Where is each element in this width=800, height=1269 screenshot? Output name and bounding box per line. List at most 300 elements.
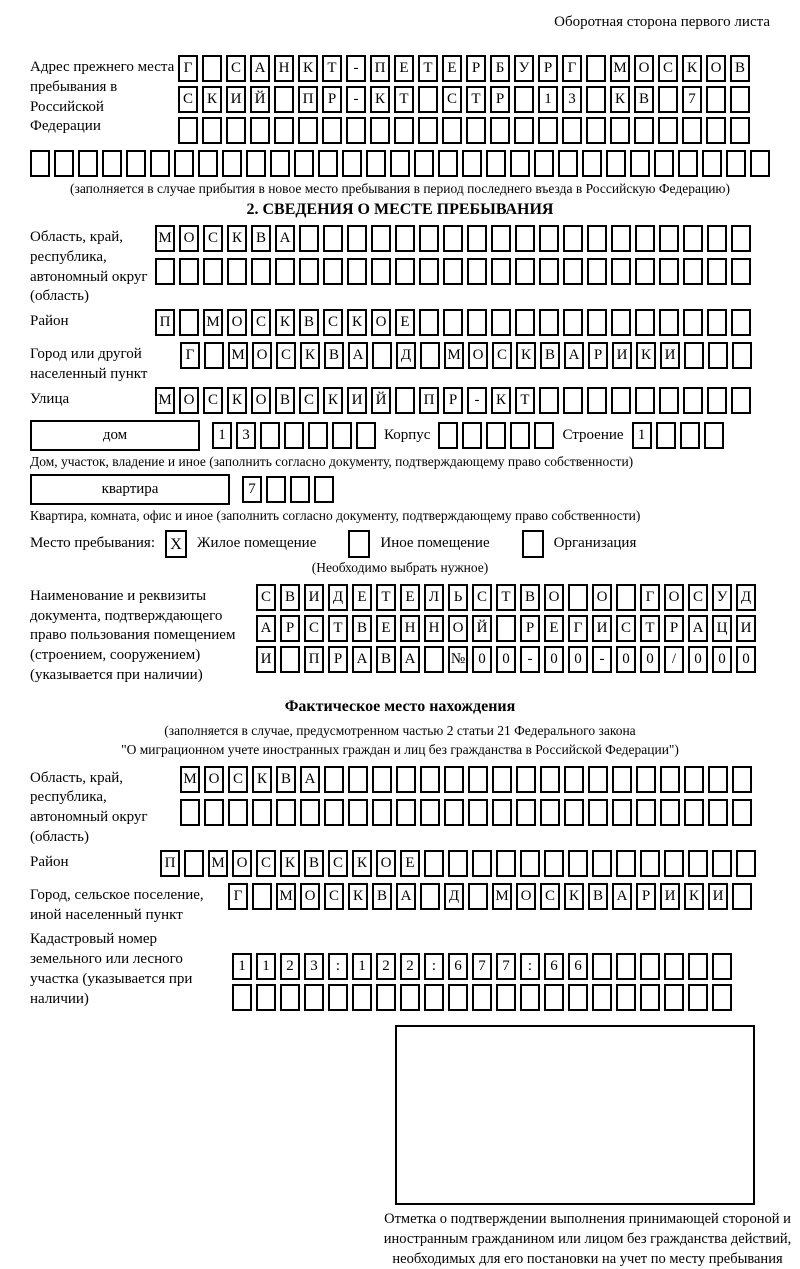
char-box[interactable] — [688, 953, 708, 980]
char-box[interactable] — [174, 150, 194, 177]
char-box[interactable] — [635, 309, 655, 336]
char-box[interactable] — [707, 258, 727, 285]
char-box[interactable] — [706, 117, 726, 144]
char-box[interactable] — [630, 150, 650, 177]
char-box[interactable]: М — [155, 225, 175, 252]
char-box[interactable] — [640, 953, 660, 980]
char-box[interactable] — [539, 225, 559, 252]
char-box[interactable] — [659, 309, 679, 336]
char-box[interactable] — [420, 766, 440, 793]
char-box[interactable] — [660, 766, 680, 793]
char-box[interactable] — [606, 150, 626, 177]
char-box[interactable]: 1 — [352, 953, 372, 980]
char-box[interactable] — [587, 387, 607, 414]
char-box[interactable] — [562, 117, 582, 144]
char-box[interactable] — [266, 476, 286, 503]
char-box[interactable] — [372, 799, 392, 826]
char-box[interactable]: : — [328, 953, 348, 980]
char-box[interactable] — [588, 799, 608, 826]
char-box[interactable]: В — [376, 646, 396, 673]
char-box[interactable] — [515, 258, 535, 285]
char-box[interactable] — [246, 150, 266, 177]
char-box[interactable] — [394, 117, 414, 144]
char-box[interactable] — [126, 150, 146, 177]
char-box[interactable]: К — [348, 883, 368, 910]
char-box[interactable] — [300, 799, 320, 826]
char-box[interactable]: Р — [443, 387, 463, 414]
char-box[interactable] — [352, 984, 372, 1011]
char-box[interactable] — [226, 117, 246, 144]
char-box[interactable] — [314, 476, 334, 503]
char-box[interactable]: Л — [424, 584, 444, 611]
char-box[interactable]: О — [232, 850, 252, 877]
char-box[interactable]: 0 — [568, 646, 588, 673]
char-box[interactable]: Т — [496, 584, 516, 611]
char-box[interactable]: М — [203, 309, 223, 336]
char-box[interactable] — [706, 86, 726, 113]
char-box[interactable]: С — [228, 766, 248, 793]
char-box[interactable]: С — [688, 584, 708, 611]
char-box[interactable] — [702, 150, 722, 177]
char-box[interactable] — [712, 850, 732, 877]
char-box[interactable]: П — [160, 850, 180, 877]
char-box[interactable] — [299, 225, 319, 252]
char-box[interactable] — [491, 225, 511, 252]
char-box[interactable]: 1 — [538, 86, 558, 113]
char-box[interactable] — [592, 984, 612, 1011]
char-box[interactable] — [563, 309, 583, 336]
char-box[interactable] — [395, 258, 415, 285]
char-box[interactable] — [510, 150, 530, 177]
char-box[interactable]: Р — [520, 615, 540, 642]
char-box[interactable] — [252, 799, 272, 826]
char-box[interactable] — [372, 766, 392, 793]
char-box[interactable] — [468, 766, 488, 793]
char-box[interactable]: И — [256, 646, 276, 673]
char-box[interactable] — [659, 225, 679, 252]
char-box[interactable]: А — [612, 883, 632, 910]
char-box[interactable] — [568, 850, 588, 877]
char-box[interactable]: В — [540, 342, 560, 369]
char-box[interactable]: Р — [588, 342, 608, 369]
char-box[interactable]: Е — [395, 309, 415, 336]
char-box[interactable]: / — [664, 646, 684, 673]
char-box[interactable] — [582, 150, 602, 177]
char-box[interactable] — [640, 984, 660, 1011]
char-box[interactable] — [390, 150, 410, 177]
char-box[interactable]: 1 — [232, 953, 252, 980]
char-box[interactable] — [588, 766, 608, 793]
char-box[interactable]: О — [252, 342, 272, 369]
char-box[interactable] — [366, 150, 386, 177]
checkbox-residential[interactable]: X — [165, 530, 187, 558]
char-box[interactable] — [222, 150, 242, 177]
char-box[interactable]: М — [208, 850, 228, 877]
char-box[interactable] — [731, 387, 751, 414]
char-box[interactable] — [256, 984, 276, 1011]
char-box[interactable]: - — [346, 55, 366, 82]
char-box[interactable]: Т — [466, 86, 486, 113]
char-box[interactable]: О — [468, 342, 488, 369]
char-box[interactable]: Е — [394, 55, 414, 82]
char-box[interactable] — [400, 984, 420, 1011]
char-box[interactable]: 7 — [472, 953, 492, 980]
char-box[interactable]: С — [203, 387, 223, 414]
char-box[interactable]: О — [179, 225, 199, 252]
char-box[interactable] — [280, 646, 300, 673]
char-box[interactable]: 0 — [712, 646, 732, 673]
char-box[interactable]: О — [448, 615, 468, 642]
char-box[interactable]: О — [664, 584, 684, 611]
char-box[interactable] — [730, 86, 750, 113]
char-box[interactable] — [324, 799, 344, 826]
char-box[interactable]: Д — [736, 584, 756, 611]
char-box[interactable] — [688, 850, 708, 877]
char-box[interactable] — [708, 799, 728, 826]
char-box[interactable]: Т — [322, 55, 342, 82]
char-box[interactable]: Д — [444, 883, 464, 910]
char-box[interactable]: 7 — [496, 953, 516, 980]
char-box[interactable] — [732, 766, 752, 793]
char-box[interactable] — [318, 150, 338, 177]
char-box[interactable]: Г — [562, 55, 582, 82]
char-box[interactable]: 2 — [280, 953, 300, 980]
char-box[interactable]: 0 — [688, 646, 708, 673]
char-box[interactable]: 3 — [236, 422, 256, 449]
char-box[interactable]: И — [660, 342, 680, 369]
char-box[interactable]: В — [324, 342, 344, 369]
char-box[interactable] — [680, 422, 700, 449]
char-box[interactable] — [414, 150, 434, 177]
char-box[interactable] — [150, 150, 170, 177]
char-box[interactable]: В — [372, 883, 392, 910]
char-box[interactable] — [347, 258, 367, 285]
char-box[interactable]: П — [419, 387, 439, 414]
char-box[interactable] — [732, 883, 752, 910]
char-box[interactable] — [635, 387, 655, 414]
char-box[interactable] — [467, 225, 487, 252]
char-box[interactable]: 1 — [632, 422, 652, 449]
checkbox-other-premises[interactable] — [348, 530, 370, 558]
char-box[interactable] — [731, 309, 751, 336]
char-box[interactable] — [376, 984, 396, 1011]
char-box[interactable]: В — [588, 883, 608, 910]
char-box[interactable] — [558, 150, 578, 177]
char-box[interactable] — [227, 258, 247, 285]
char-box[interactable] — [468, 883, 488, 910]
char-box[interactable] — [539, 258, 559, 285]
char-box[interactable]: - — [467, 387, 487, 414]
char-box[interactable] — [684, 342, 704, 369]
char-box[interactable]: О — [227, 309, 247, 336]
char-box[interactable] — [420, 342, 440, 369]
char-box[interactable]: И — [226, 86, 246, 113]
char-box[interactable]: Р — [466, 55, 486, 82]
char-box[interactable] — [568, 584, 588, 611]
char-box[interactable]: Т — [515, 387, 535, 414]
char-box[interactable]: Н — [424, 615, 444, 642]
char-box[interactable]: С — [304, 615, 324, 642]
char-box[interactable]: О — [300, 883, 320, 910]
char-box[interactable] — [396, 799, 416, 826]
char-box[interactable]: К — [280, 850, 300, 877]
char-box[interactable] — [616, 984, 636, 1011]
char-box[interactable] — [538, 117, 558, 144]
char-box[interactable] — [610, 117, 630, 144]
char-box[interactable] — [664, 953, 684, 980]
char-box[interactable] — [443, 225, 463, 252]
char-box[interactable] — [179, 309, 199, 336]
char-box[interactable]: А — [300, 766, 320, 793]
char-box[interactable]: С — [540, 883, 560, 910]
char-box[interactable]: О — [376, 850, 396, 877]
char-box[interactable] — [203, 258, 223, 285]
char-box[interactable]: В — [276, 766, 296, 793]
char-box[interactable]: О — [544, 584, 564, 611]
char-box[interactable]: С — [492, 342, 512, 369]
char-box[interactable] — [640, 850, 660, 877]
char-box[interactable] — [102, 150, 122, 177]
char-box[interactable]: С — [442, 86, 462, 113]
char-box[interactable]: К — [227, 387, 247, 414]
char-box[interactable] — [534, 150, 554, 177]
char-box[interactable] — [544, 984, 564, 1011]
char-box[interactable] — [750, 150, 770, 177]
char-box[interactable]: 1 — [256, 953, 276, 980]
char-box[interactable] — [298, 117, 318, 144]
char-box[interactable]: П — [370, 55, 390, 82]
char-box[interactable]: И — [708, 883, 728, 910]
char-box[interactable]: 6 — [568, 953, 588, 980]
char-box[interactable]: А — [396, 883, 416, 910]
char-box[interactable] — [611, 258, 631, 285]
char-box[interactable]: С — [251, 309, 271, 336]
char-box[interactable] — [328, 984, 348, 1011]
char-box[interactable]: И — [736, 615, 756, 642]
char-box[interactable] — [611, 387, 631, 414]
char-box[interactable]: Г — [568, 615, 588, 642]
char-box[interactable] — [490, 117, 510, 144]
char-box[interactable] — [712, 984, 732, 1011]
char-box[interactable]: Н — [400, 615, 420, 642]
char-box[interactable] — [656, 422, 676, 449]
char-box[interactable]: С — [203, 225, 223, 252]
char-box[interactable]: Н — [274, 55, 294, 82]
char-box[interactable] — [424, 850, 444, 877]
char-box[interactable]: К — [370, 86, 390, 113]
char-box[interactable] — [592, 953, 612, 980]
char-box[interactable] — [731, 225, 751, 252]
char-box[interactable]: В — [275, 387, 295, 414]
char-box[interactable]: О — [251, 387, 271, 414]
char-box[interactable]: С — [276, 342, 296, 369]
char-box[interactable]: Й — [371, 387, 391, 414]
char-box[interactable] — [284, 422, 304, 449]
char-box[interactable] — [684, 766, 704, 793]
char-box[interactable]: С — [324, 883, 344, 910]
char-box[interactable]: К — [636, 342, 656, 369]
char-box[interactable]: О — [592, 584, 612, 611]
char-box[interactable] — [184, 850, 204, 877]
char-box[interactable] — [370, 117, 390, 144]
char-box[interactable]: Ц — [712, 615, 732, 642]
char-box[interactable] — [534, 422, 554, 449]
char-box[interactable] — [586, 117, 606, 144]
char-box[interactable] — [346, 117, 366, 144]
char-box[interactable] — [347, 225, 367, 252]
char-box[interactable] — [371, 225, 391, 252]
char-box[interactable]: С — [256, 584, 276, 611]
char-box[interactable]: О — [204, 766, 224, 793]
char-box[interactable]: К — [684, 883, 704, 910]
char-box[interactable]: Е — [544, 615, 564, 642]
char-box[interactable]: В — [634, 86, 654, 113]
char-box[interactable] — [586, 55, 606, 82]
char-box[interactable] — [467, 258, 487, 285]
char-box[interactable] — [178, 117, 198, 144]
char-box[interactable] — [563, 387, 583, 414]
char-box[interactable]: : — [520, 953, 540, 980]
char-box[interactable]: К — [491, 387, 511, 414]
char-box[interactable] — [563, 258, 583, 285]
char-box[interactable] — [250, 117, 270, 144]
char-box[interactable]: Р — [664, 615, 684, 642]
char-box[interactable] — [708, 766, 728, 793]
char-box[interactable]: А — [688, 615, 708, 642]
char-box[interactable]: М — [492, 883, 512, 910]
char-box[interactable] — [659, 258, 679, 285]
char-box[interactable]: 7 — [682, 86, 702, 113]
char-box[interactable]: В — [730, 55, 750, 82]
char-box[interactable] — [419, 225, 439, 252]
char-box[interactable]: У — [712, 584, 732, 611]
char-box[interactable] — [587, 225, 607, 252]
char-box[interactable] — [155, 258, 175, 285]
char-box[interactable] — [274, 86, 294, 113]
char-box[interactable] — [462, 150, 482, 177]
char-box[interactable] — [322, 117, 342, 144]
char-box[interactable]: Т — [376, 584, 396, 611]
char-box[interactable] — [419, 258, 439, 285]
char-box[interactable]: Б — [490, 55, 510, 82]
char-box[interactable]: О — [706, 55, 726, 82]
char-box[interactable]: 2 — [400, 953, 420, 980]
char-box[interactable] — [324, 766, 344, 793]
char-box[interactable] — [356, 422, 376, 449]
char-box[interactable] — [486, 422, 506, 449]
char-box[interactable]: Е — [400, 584, 420, 611]
char-box[interactable]: М — [155, 387, 175, 414]
char-box[interactable]: К — [252, 766, 272, 793]
char-box[interactable]: Р — [328, 646, 348, 673]
char-box[interactable]: : — [424, 953, 444, 980]
char-box[interactable] — [280, 984, 300, 1011]
char-box[interactable] — [275, 258, 295, 285]
char-box[interactable]: Е — [376, 615, 396, 642]
char-box[interactable]: О — [179, 387, 199, 414]
char-box[interactable] — [635, 258, 655, 285]
char-box[interactable] — [294, 150, 314, 177]
char-box[interactable] — [704, 422, 724, 449]
char-box[interactable] — [204, 342, 224, 369]
char-box[interactable]: К — [300, 342, 320, 369]
char-box[interactable] — [586, 86, 606, 113]
char-box[interactable] — [514, 117, 534, 144]
char-box[interactable]: А — [400, 646, 420, 673]
char-box[interactable]: Д — [328, 584, 348, 611]
char-box[interactable] — [448, 850, 468, 877]
char-box[interactable] — [731, 258, 751, 285]
char-box[interactable]: В — [520, 584, 540, 611]
char-box[interactable]: О — [371, 309, 391, 336]
char-box[interactable]: В — [304, 850, 324, 877]
char-box[interactable] — [563, 225, 583, 252]
char-box[interactable] — [515, 309, 535, 336]
char-box[interactable] — [260, 422, 280, 449]
char-box[interactable]: 2 — [376, 953, 396, 980]
char-box[interactable] — [496, 984, 516, 1011]
char-box[interactable] — [468, 799, 488, 826]
char-box[interactable]: М — [180, 766, 200, 793]
char-box[interactable]: С — [256, 850, 276, 877]
char-box[interactable]: Д — [396, 342, 416, 369]
char-box[interactable] — [732, 342, 752, 369]
char-box[interactable] — [251, 258, 271, 285]
char-box[interactable] — [707, 309, 727, 336]
char-box[interactable]: С — [658, 55, 678, 82]
char-box[interactable] — [204, 799, 224, 826]
char-box[interactable] — [611, 225, 631, 252]
char-box[interactable] — [472, 984, 492, 1011]
char-box[interactable] — [544, 850, 564, 877]
char-box[interactable] — [438, 150, 458, 177]
char-box[interactable] — [418, 86, 438, 113]
char-box[interactable]: Г — [180, 342, 200, 369]
char-box[interactable] — [496, 850, 516, 877]
char-box[interactable] — [732, 799, 752, 826]
char-box[interactable] — [419, 309, 439, 336]
char-box[interactable]: В — [299, 309, 319, 336]
char-box[interactable]: А — [275, 225, 295, 252]
char-box[interactable] — [308, 422, 328, 449]
char-box[interactable] — [688, 984, 708, 1011]
char-box[interactable]: Р — [490, 86, 510, 113]
char-box[interactable] — [658, 86, 678, 113]
char-box[interactable] — [708, 342, 728, 369]
char-box[interactable]: 3 — [562, 86, 582, 113]
char-box[interactable] — [467, 309, 487, 336]
char-box[interactable] — [54, 150, 74, 177]
char-box[interactable] — [491, 309, 511, 336]
char-box[interactable]: И — [592, 615, 612, 642]
char-box[interactable] — [736, 850, 756, 877]
char-box[interactable]: Т — [394, 86, 414, 113]
char-box[interactable]: 3 — [304, 953, 324, 980]
char-box[interactable] — [612, 766, 632, 793]
char-box[interactable] — [683, 258, 703, 285]
char-box[interactable]: А — [256, 615, 276, 642]
char-box[interactable]: С — [472, 584, 492, 611]
char-box[interactable]: П — [155, 309, 175, 336]
char-box[interactable]: И — [612, 342, 632, 369]
char-box[interactable]: Р — [322, 86, 342, 113]
char-box[interactable] — [30, 150, 50, 177]
char-box[interactable] — [472, 850, 492, 877]
char-box[interactable]: Г — [640, 584, 660, 611]
char-box[interactable] — [372, 342, 392, 369]
char-box[interactable]: К — [227, 225, 247, 252]
char-box[interactable] — [348, 766, 368, 793]
